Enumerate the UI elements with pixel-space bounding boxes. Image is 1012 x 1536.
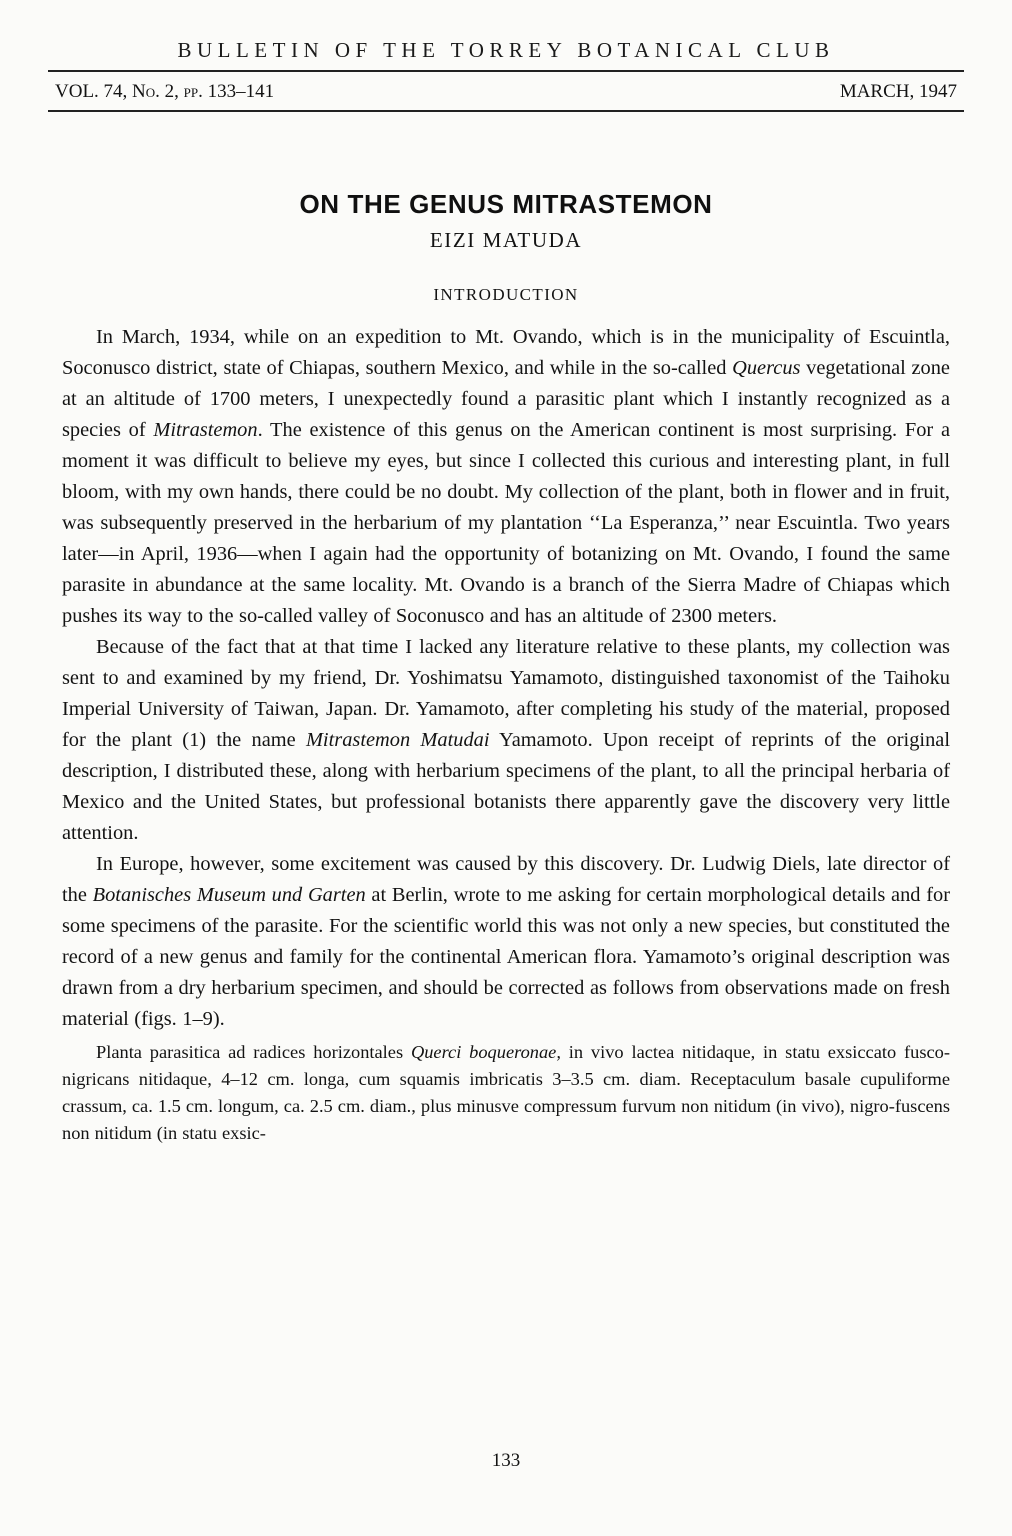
issue-date-text: MARCH, 1947 bbox=[839, 81, 957, 102]
p1-text-a: In March, 1934, while on an expedition to Mt. Ovando, which is in the municipality of Escuintla, Soconusco district, state of Chiapas, southern Mexico, and while in the so-called bbox=[62, 326, 950, 379]
p4-text-a: Planta parasitica ad radices horizontales bbox=[96, 1042, 411, 1062]
p3-text-b: at Berlin, wrote to me asking for certain morphological details and for some specimens of the parasite. For the scientific world this was not only a new species, but constituted the record of a new genus and family for the continental American flora. Yamamoto’s original description was drawn from a dry herbarium specimen, and should be corrected as follows from observations made on fresh material (figs. 1–9). bbox=[62, 884, 950, 1030]
section-heading-introduction: INTRODUCTION bbox=[433, 285, 579, 304]
article-author: EIZI MATUDA bbox=[429, 228, 583, 252]
p3-text-a: In Europe, however, some excitement was caused by this discovery. Dr. Ludwig Diels, late director of the bbox=[62, 853, 950, 906]
p1-text-b: vegetational zone at an altitude of 1700 meters, I unexpectedly found a parasitic plant which I instantly recognized as a species of bbox=[62, 357, 950, 441]
p2-italic-species-name: Mitrastemon Matudai bbox=[305, 729, 490, 751]
p4-text-b: in vivo lactea nitidaque, in statu exsiccato fusco-nigricans nitidaque, 4–12 cm. longa, cum squamis imbricatis 3–3.5 cm. diam. Receptaculum basale cupuliforme crassum, ca. 1.5 cm. longum, ca. 2.5 cm. diam., plus minusve compressum furvum non nitidum (in vivo), nigro-fuscens non nitidum (in statu exsic- bbox=[62, 1042, 950, 1143]
header-rule-top bbox=[48, 70, 964, 72]
article-title: ON THE GENUS MITRASTEMON bbox=[299, 189, 713, 220]
paragraph-2 bbox=[62, 632, 950, 849]
paragraph-4-latin-description bbox=[62, 1039, 950, 1147]
paragraph-3 bbox=[62, 849, 950, 1035]
p1-text-c: . The existence of this genus on the American continent is most surprising. For a moment it was difficult to believe my eyes, but since I collected this curious and interesting plant, in full bloom, with my own hands, there could be no doubt. My collection of the plant, both in flower and in fruit, was subsequently preserved in the herbarium of my plantation ‘‘La Esperanza,’’ near Escuintla. Two years later—in April, 1936—when I again had the opportunity of botanizing on Mt. Ovando, I found the same parasite in abundance at the same locality. Mt. Ovando is a branch of the Sierra Madre of Chiapas which pushes its way to the so-called valley of Soconusco and has an altitude of 2300 meters. bbox=[62, 419, 950, 627]
p3-italic-museum-name: Botanisches Museum und Garten bbox=[92, 884, 366, 906]
running-head: BULLETIN OF THE TORREY BOTANICAL CLUB bbox=[177, 38, 835, 62]
p1-italic-quercus: Quercus bbox=[732, 357, 801, 379]
paragraph-1 bbox=[62, 322, 950, 632]
header-rule-bottom bbox=[48, 110, 964, 112]
page-number: 133 bbox=[491, 1450, 521, 1471]
volume-issue-text: VOL. 74, No. 2, pp. 133–141 bbox=[55, 81, 275, 102]
p4-italic-host-name: Querci boqueronae, bbox=[410, 1042, 561, 1062]
article-body bbox=[62, 322, 950, 1147]
p2-text-b: Yamamoto. Upon receipt of reprints of the original description, I distributed these, along with herbarium specimens of the plant, to all the principal herbaria of Mexico and the United States, but professional botanists there apparently gave the discovery very little attention. bbox=[62, 729, 950, 844]
p1-italic-mitrastemon: Mitrastemon bbox=[153, 419, 258, 441]
issue-line bbox=[55, 78, 957, 106]
p2-text-a: Because of the fact that at that time I lacked any literature relative to these plants, my collection was sent to and examined by my friend, Dr. Yoshimatsu Yamamoto, distinguished taxonomist of the Taihoku Imperial University of Taiwan, Japan. Dr. Yamamoto, after completing his study of the material, proposed for the plant (1) the name bbox=[62, 636, 950, 751]
